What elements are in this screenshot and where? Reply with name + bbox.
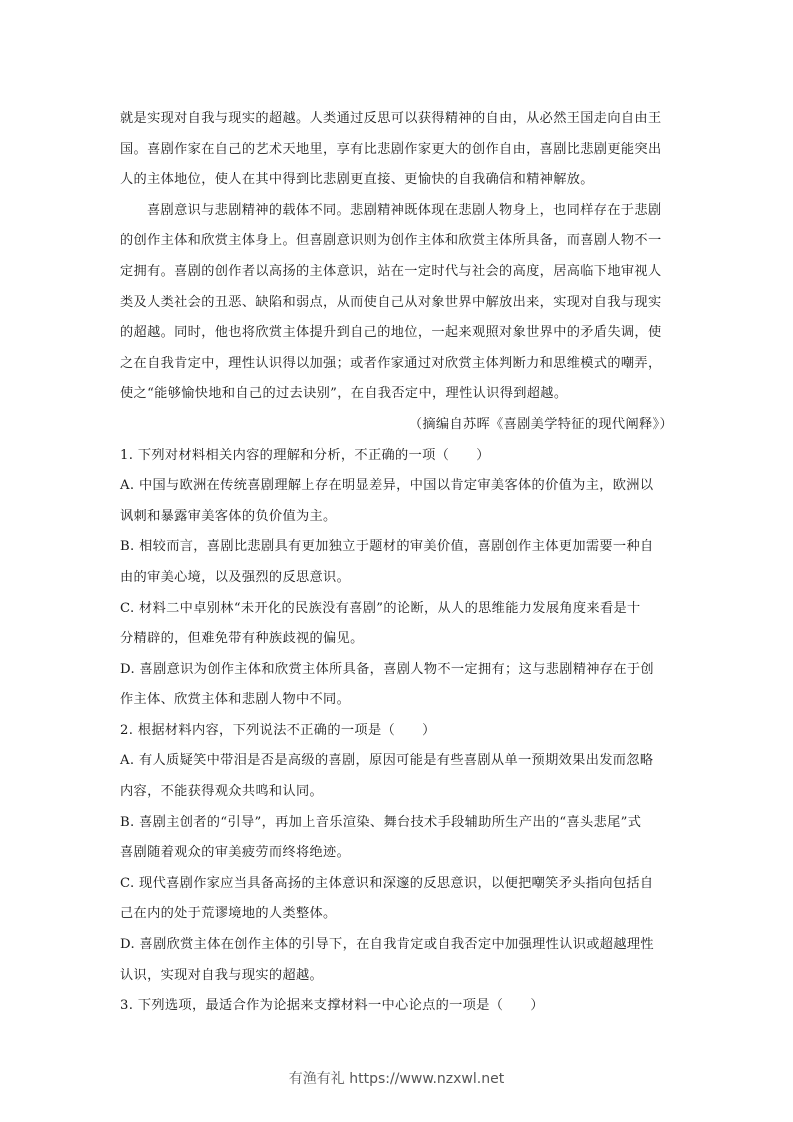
question-1 bbox=[120, 441, 673, 716]
passage-paragraph-1 bbox=[120, 104, 673, 196]
option-line: 认识，实现对自我与现实的超越。 bbox=[120, 967, 324, 983]
text-line: 喜剧意识与悲剧精神的载体不同。悲剧精神既体现在悲剧人物身上，也同样存在于悲剧 bbox=[147, 202, 662, 218]
option-line: C. 现代喜剧作家应当具备高扬的主体意识和深邃的反思意识，以便把嘲笑矛头指向包括自 bbox=[120, 875, 654, 891]
question-3 bbox=[120, 991, 673, 1022]
text-line: 之在自我肯定中，理性认识得以加强；或者作家通过对欣赏主体判断力和思维模式的嘲弄， bbox=[120, 355, 662, 371]
text-line: 国。喜剧作家在自己的艺术天地里，享有比悲剧作家更大的创作自由，喜剧比悲剧更能突出 bbox=[120, 141, 662, 157]
text-line: 就是实现对自我与现实的超越。人类通过反思可以获得精神的自由，从必然王国走向自由王 bbox=[120, 111, 662, 126]
text-line: 的超越。同时，他也将欣赏主体提升到自己的地位，一起来观照对象世界中的矛盾失调，使 bbox=[120, 325, 662, 341]
option-line: 由的审美心境，以及强烈的反思意识。 bbox=[120, 569, 351, 585]
option-b bbox=[120, 808, 673, 869]
text-line: 使之“能够愉快地和自己的过去诀别”，在自我否定中，理性认识得到超越。 bbox=[120, 386, 568, 402]
option-a bbox=[120, 471, 673, 532]
document-page bbox=[120, 104, 673, 1022]
option-line: B. 相较而言，喜剧比悲剧具有更加独立于题材的审美价值，喜剧创作主体更加需要一种自 bbox=[120, 539, 654, 555]
option-line: A. 有人质疑笑中带泪是否是高级的喜剧，原因可能是有些喜剧从单一预期效果出发而忽略 bbox=[120, 753, 654, 769]
option-line: C. 材料二中卓别林“未开化的民族没有喜剧”的论断，从人的思维能力发展角度来看是十 bbox=[120, 600, 641, 616]
option-b bbox=[120, 532, 673, 593]
option-d bbox=[120, 655, 673, 716]
option-d bbox=[120, 930, 673, 991]
question-stem: 1. 下列对材料相关内容的理解和分析，不正确的一项（ ） bbox=[120, 447, 490, 463]
option-line: A. 中国与欧洲在传统喜剧理解上存在明显差异，中国以肯定审美客体的价值为主，欧洲以 bbox=[120, 478, 654, 494]
text-line: 定拥有。喜剧的创作者以高扬的主体意识，站在一定时代与社会的高度，居高临下地审视人 bbox=[120, 263, 662, 279]
option-line: 喜剧随着观众的审美疲劳而终将绝迹。 bbox=[120, 845, 351, 861]
source-attribution: （摘编自苏晖《喜剧美学特征的现代阐释》） bbox=[408, 416, 673, 432]
passage-paragraph-2 bbox=[120, 196, 673, 410]
option-line: 己在内的处于荒谬境地的人类整体。 bbox=[120, 906, 337, 922]
text-line: 的创作主体和欣赏主体身上。但喜剧意识则为创作主体和欣赏主体所具备，而喜剧人物不一 bbox=[120, 233, 662, 249]
option-a bbox=[120, 746, 673, 807]
option-line: 作主体、欣赏主体和悲剧人物中不同。 bbox=[120, 692, 351, 708]
footer-watermark: 有渔有礼 https://www.nzxwl.net bbox=[288, 1071, 505, 1087]
option-line: D. 喜剧意识为创作主体和欣赏主体所具备，喜剧人物不一定拥有；这与悲剧精神存在于创 bbox=[120, 661, 654, 677]
question-stem: 3. 下列选项，最适合作为论据来支撑材料一中心论点的一项是（ ） bbox=[120, 998, 544, 1014]
question-stem: 2. 根据材料内容，下列说法不正确的一项是（ ） bbox=[120, 722, 436, 738]
option-line: 分精辟的，但难免带有种族歧视的偏见。 bbox=[120, 631, 364, 647]
option-c bbox=[120, 869, 673, 930]
question-2 bbox=[120, 716, 673, 991]
option-line: 内容，不能获得观众共鸣和认同。 bbox=[120, 784, 324, 800]
option-c bbox=[120, 594, 673, 655]
option-line: D. 喜剧欣赏主体在创作主体的引导下，在自我肯定或自我否定中加强理性认识或超越理性 bbox=[120, 937, 654, 953]
text-line: 人的主体地位，使人在其中得到比悲剧更直接、更愉快的自我确信和精神解放。 bbox=[120, 172, 594, 188]
text-line: 类及人类社会的丑恶、缺陷和弱点，从而使自己从对象世界中解放出来，实现对自我与现实 bbox=[120, 294, 662, 310]
option-line: 讽刺和暴露审美客体的负价值为主。 bbox=[120, 508, 337, 524]
option-line: B. 喜剧主创者的“引导”，再加上音乐渲染、舞台技术手段辅助所生产出的“喜头悲尾”式 bbox=[120, 814, 642, 830]
